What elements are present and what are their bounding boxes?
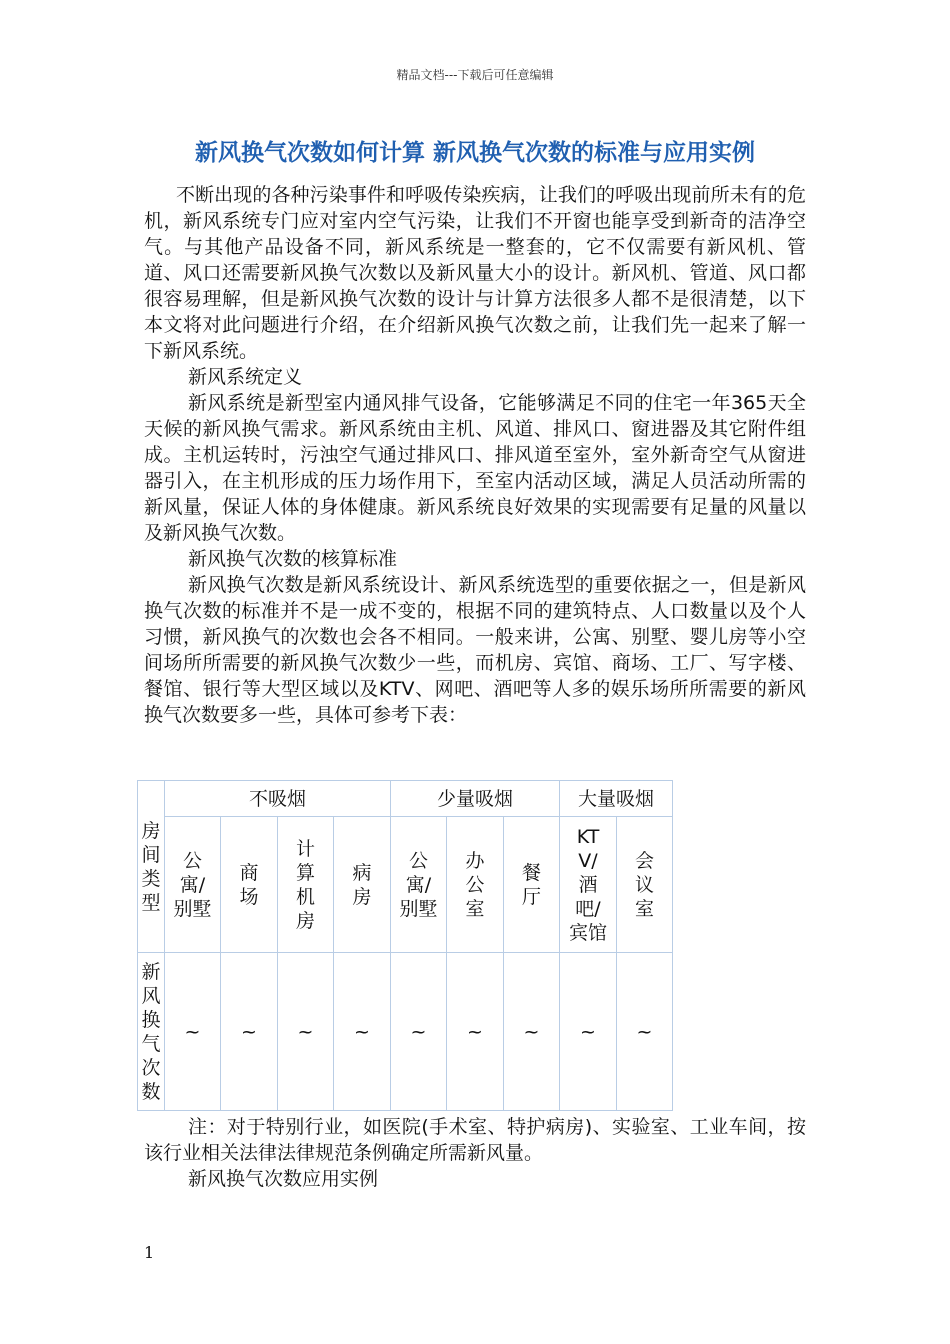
section-heading-application: 新风换气次数应用实例 [188,1168,379,1190]
table-room-cell: 餐厅 [504,817,560,953]
table-room-cell: 办公室 [447,817,504,953]
table-value-cell: ~ [165,953,221,1111]
table-value-cell: ~ [334,953,391,1111]
section-heading-definition: 新风系统定义 [188,366,303,388]
section-heading-standard: 新风换气次数的核算标准 [188,548,398,570]
definition-paragraph: 新风系统是新型室内通风排气设备，它能够满足不同的住宅一年365天全天候的新风换气需求。新风系统由主机、风道、排风口、窗进器及其它附件组成。主机运转时，污浊空气通过排风口、排风道至室外，室外新奇空气从窗进器引入，在主机形成的压力场作用下，至室内活动区域，满足人员活动所需的新风量，保证人体的身体健康。新风系统良好效果的实现需要有足量的风量以及新风换气次数。 [144,392,806,544]
table-room-cell: 公寓/别墅 [165,817,221,953]
air-change-table [137,780,673,1111]
table-value-cell: ~ [560,953,617,1111]
table-group-header: 少量吸烟 [391,781,560,817]
table-value-cell: ~ [278,953,334,1111]
table-group-header: 大量吸烟 [560,781,673,817]
table-value-cell: ~ [447,953,504,1111]
body-text-upper [144,182,806,728]
document-title: 新风换气次数如何计算 新风换气次数的标准与应用实例 [194,140,755,166]
table-row-header-room-type: 房间类型 [138,781,165,953]
intro-paragraph: 不断出现的各种污染事件和呼吸传染疾病，让我们的呼吸出现前所未有的危机，新风系统专门应对室内空气污染，让我们不开窗也能享受到新奇的洁净空气。与其他产品设备不同，新风系统是一整套的，它不仅需要有新风机、管道、风口还需要新风换气次数以及新风量大小的设计。新风机、管道、风口都很容易理解，但是新风换气次数的设计与计算方法很多人都不是很清楚，以下本文将对此问题进行介绍，在介绍新风换气次数之前，让我们先一起来了解一下新风系统。 [144,184,806,362]
table-room-cell: 病房 [334,817,391,953]
standard-paragraph: 新风换气次数是新风系统设计、新风系统选型的重要依据之一，但是新风换气次数的标准并不是一成不变的，根据不同的建筑特点、人口数量以及个人习惯，新风换气的次数也会各不相同。一般来讲，公寓、别墅、婴儿房等小空间场所所需要的新风换气次数少一些，而机房、宾馆、商场、工厂、写字楼、餐馆、银行等大型区域以及KTV、网吧、酒吧等人多的娱乐场所所需要的新风换气次数要多一些，具体可参考下表： [144,574,806,726]
table-group-header: 不吸烟 [165,781,391,817]
table-room-cell: KTV/酒吧/宾馆 [560,817,617,953]
table-row-header-air-changes: 新风换气次数 [138,953,165,1111]
page-number: 1 [144,1243,155,1262]
table-value-cell: ~ [504,953,560,1111]
table-value-cell: ~ [391,953,447,1111]
page-header: 精品文档---下载后可任意编辑 [396,68,554,82]
table-room-cell: 商场 [221,817,278,953]
table-value-cell: ~ [617,953,673,1111]
body-text-lower [144,1114,806,1192]
note-paragraph: 注：对于特别行业，如医院(手术室、特护病房)、实验室、工业车间，按该行业相关法律法律规范条例确定所需新风量。 [144,1116,806,1164]
table-room-cell: 计算机房 [278,817,334,953]
table-room-cell: 会议室 [617,817,673,953]
table-value-cell: ~ [221,953,278,1111]
table-room-cell: 公寓/别墅 [391,817,447,953]
